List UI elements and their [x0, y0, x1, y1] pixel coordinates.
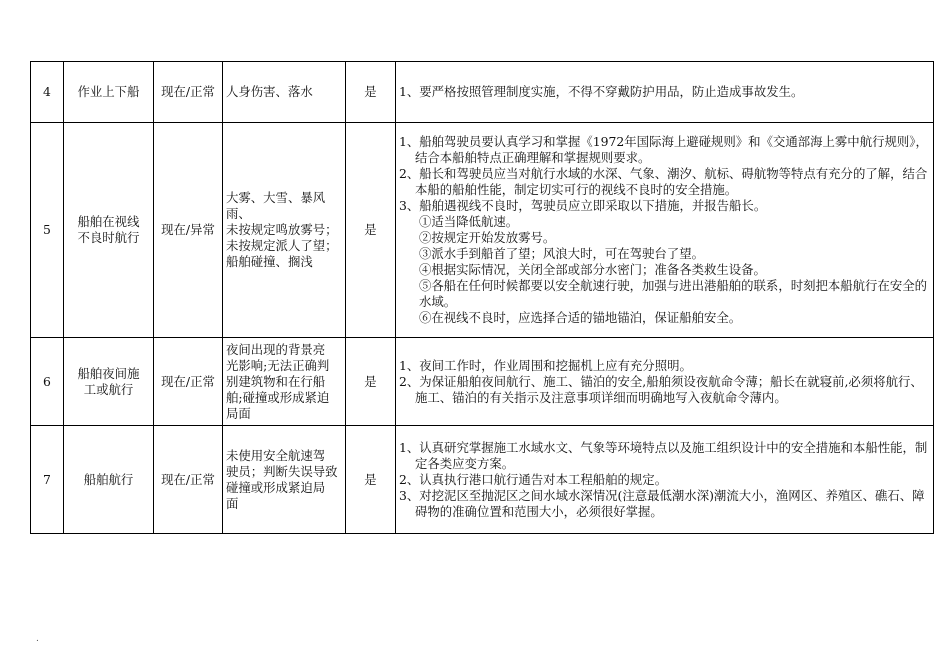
state-cell: 现在/正常	[154, 62, 223, 123]
measure-item: 3、对挖泥区至抛泥区之间水域水深情况(注意最低潮水深)潮流大小，渔网区、养殖区、礁石、障碍物的准确位置和范围大小，必须很好掌握。	[399, 487, 925, 519]
table-row	[31, 338, 934, 426]
significant-cell: 是	[346, 123, 396, 338]
hazard-line: 未按规定派人了望；	[226, 238, 338, 253]
measure-item: 1、船舶驾驶员要认真学习和掌握《1972年国际海上避碰规则》和《交通部海上雾中航行规则》，结合本船舶特点正确理解和掌握规则要求。	[399, 134, 928, 165]
hazard-line: 光影响;无法正确判	[226, 357, 330, 373]
measures-cell	[396, 426, 934, 534]
activity-line: 作业上下船	[77, 84, 140, 99]
measure-item: ⑤各船在任何时候都要以安全航速行驶，加强与进出港船舶的联系，时刻把本船航行在安全的水域。	[419, 278, 928, 309]
hazard-line: 未按规定鸣放雾号；	[226, 222, 338, 237]
hazard-line: 船舶碰撞、搁浅	[226, 254, 313, 269]
measure-item: 2、船长和驾驶员应当对航行水域的水深、气象、潮汐、航标、碍航物等特点有充分的了解，结合本船的船舶性能，制定切实可行的视线不良时的安全措施。	[399, 166, 928, 197]
hazard-line: 大雾、大雪、暴风雨、	[226, 190, 326, 221]
hazard-cell	[223, 426, 346, 534]
state-cell: 现在/正常	[154, 338, 223, 426]
hazard-cell	[223, 123, 346, 338]
activity-cell	[64, 426, 154, 534]
table-row	[31, 62, 934, 123]
hazard-cell	[223, 62, 346, 123]
measures-cell	[396, 62, 934, 123]
measure-item: 1、要严格按照管理制度实施，不得不穿戴防护用品，防止造成事故发生。	[399, 84, 804, 99]
table-row	[31, 123, 934, 338]
risk-control-table	[30, 61, 934, 534]
activity-line: 不良时航行	[77, 230, 140, 245]
row-number: 7	[31, 426, 64, 534]
significant-cell: 是	[346, 338, 396, 426]
measure-item: ⑥在视线不良时，应选择合适的锚地锚泊，保证船舶安全。	[419, 310, 742, 325]
measure-item: 3、船舶遇视线不良时，驾驶员应立即采取以下措施，并报告船长。	[399, 198, 767, 213]
hazard-line: 驶员；判断失误导致	[226, 463, 338, 479]
measure-item: ②按规定开始发放雾号。	[419, 230, 556, 245]
table-body	[31, 62, 934, 534]
hazard-line: 未使用安全航速驾	[226, 447, 326, 463]
hazard-cell	[223, 338, 346, 426]
hazard-line: 面	[226, 495, 239, 511]
activity-line: 工或航行	[83, 381, 134, 397]
measure-item: 2、认真执行港口航行通告对本工程船舶的规定。	[399, 471, 668, 487]
activity-cell	[64, 62, 154, 123]
measure-item: 1、夜间工作时，作业周围和挖掘机上应有充分照明。	[399, 357, 692, 373]
activity-line: 船舶在视线	[77, 214, 140, 229]
hazard-line: 别建筑物和在行船	[226, 373, 326, 389]
activity-line: 船舶航行	[83, 471, 134, 487]
measure-item: 1、认真研究掌握施工水域水文、气象等环境特点以及施工组织设计中的安全措施和本船性能，制定各类应变方案。	[399, 439, 928, 471]
measure-item: ①适当降低航速。	[419, 214, 519, 229]
row-number: 5	[31, 123, 64, 338]
measures-cell	[396, 123, 934, 338]
row-number: 4	[31, 62, 64, 123]
state-cell: 现在/正常	[154, 426, 223, 534]
measure-item: 2、为保证船舶夜间航行、施工、锚泊的安全,船舶须设夜航命令薄；船长在就寝前,必须将航行、施工、锚泊的有关指示及注意事项详细而明确地写入夜航命令薄内。	[399, 373, 923, 405]
hazard-line: 夜间出现的背景亮	[226, 341, 326, 357]
state-cell: 现在/异常	[154, 123, 223, 338]
hazard-line: 局面	[226, 405, 251, 421]
measures-cell	[396, 338, 934, 426]
activity-cell	[64, 338, 154, 426]
row-number: 6	[31, 338, 64, 426]
footer-mark: .	[36, 634, 39, 644]
measure-item: ④根据实际情况，关闭全部或部分水密门；准备各类救生设备。	[419, 262, 766, 277]
hazard-line: 人身伤害、落水	[226, 84, 313, 99]
table-row	[31, 426, 934, 534]
activity-line: 船舶夜间施	[77, 365, 140, 381]
activity-cell	[64, 123, 154, 338]
hazard-line: 碰撞或形成紧迫局	[226, 479, 326, 495]
measure-item: ③派水手到船首了望；风浪大时，可在驾驶台了望。	[419, 246, 704, 261]
significant-cell: 是	[346, 62, 396, 123]
significant-cell: 是	[346, 426, 396, 534]
hazard-line: 舶;碰撞或形成紧迫	[226, 389, 330, 405]
